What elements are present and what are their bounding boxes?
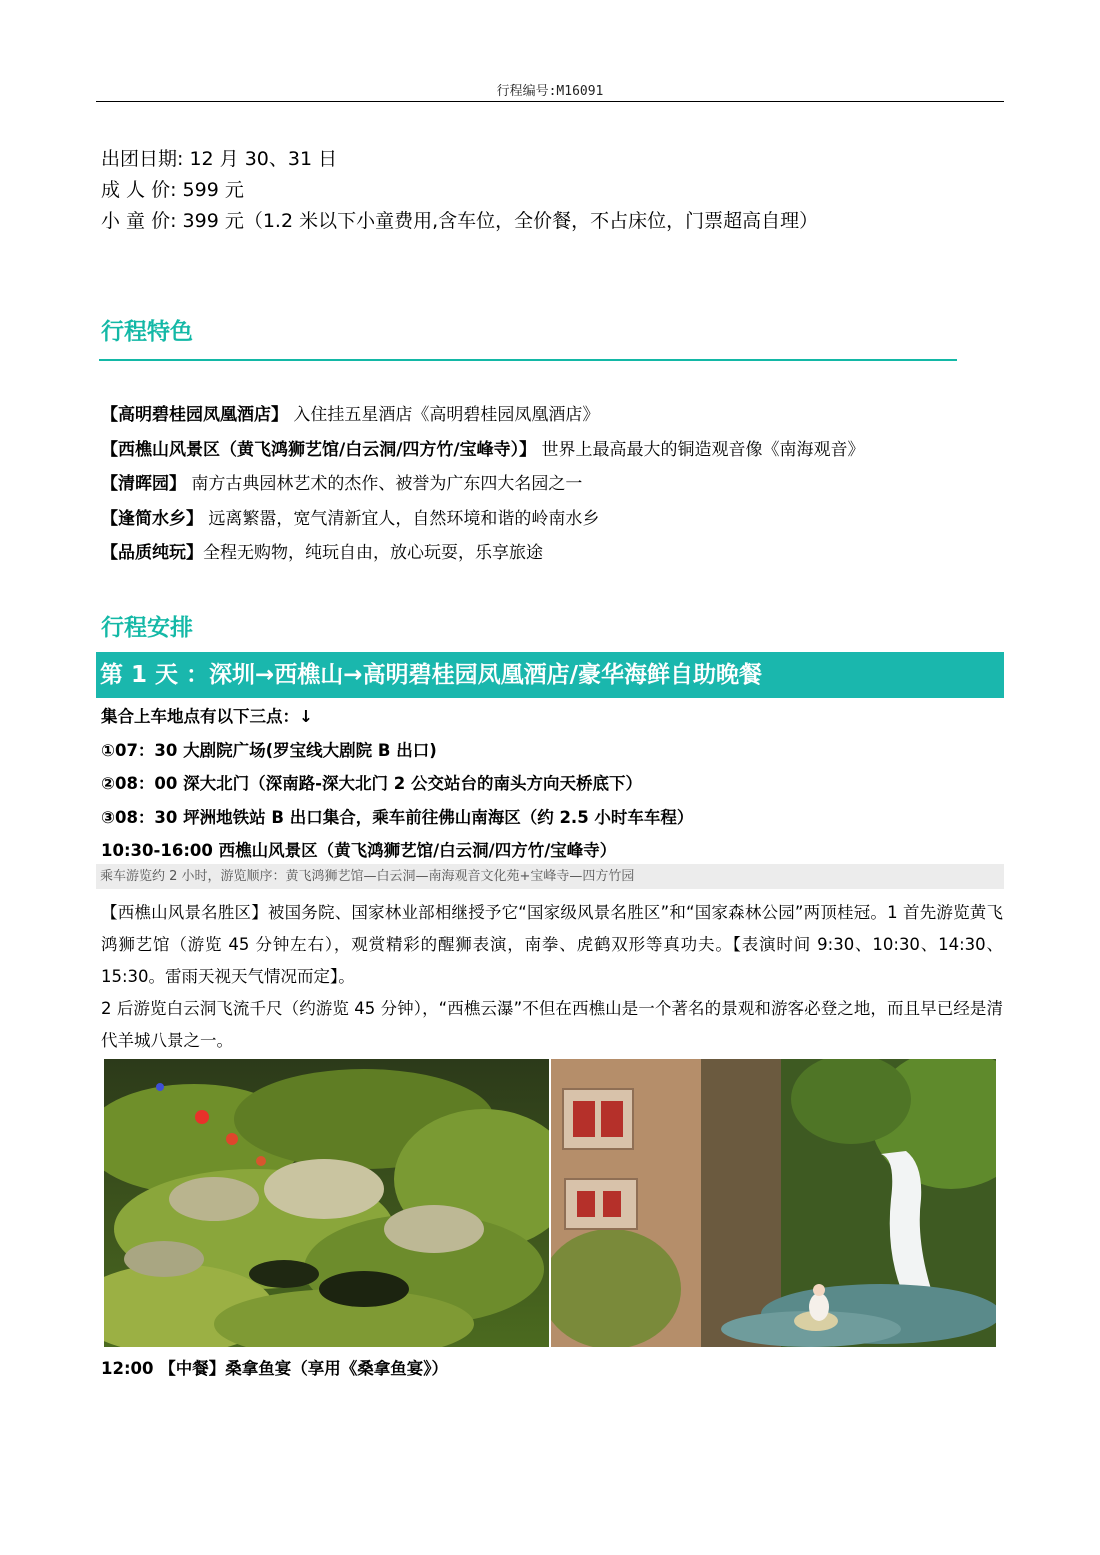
feature-item [101, 398, 865, 433]
features-heading: 行程特色 [101, 319, 193, 345]
day1-title-bar: 第 1 天 ：深圳→西樵山→高明碧桂园凤凰酒店/豪华海鲜自助晚餐 [96, 652, 1004, 698]
feature-name: 【逢简水乡】 [101, 508, 203, 529]
features-heading-rule [99, 359, 957, 361]
feature-name: 【高明碧桂园凤凰酒店】 [101, 405, 288, 425]
departure-date-row [101, 144, 818, 175]
child-price-row [101, 206, 818, 237]
feature-desc: 南方古典园林艺术的杰作、被誉为广东四大名园之一 [186, 474, 583, 494]
feature-name: 【品质纯玩】 [101, 543, 203, 563]
feature-desc: 世界上最高最大的铜造观音像《南海观音》 [536, 439, 865, 460]
child-price-label: 小 童 价: [101, 210, 177, 232]
pickup-point: ①07：30 大剧院广场(罗宝线大剧院 B 出口) [101, 740, 437, 760]
adult-price-value: 599 元 [182, 179, 244, 201]
desc-paragraph: 2 后游览白云洞飞流千尺（约游览 45 分钟），“西樵云瀑”不但在西樵山是一个著名的景观和游客必登之地，而且早已经是清代羊城八景之一。 [101, 999, 1003, 1050]
child-price-value: 399 元（1.2 米以下小童费用,含车位，全价餐，不占床位，门票超高自理） [182, 210, 819, 232]
feature-item [101, 502, 865, 537]
waterfall-photo [551, 1059, 996, 1347]
scenic-time: 10:30-16:00 西樵山风景区（黄飞鸿狮艺馆/白云洞/四方竹/宝峰寺） [101, 841, 617, 860]
itinerary-code: 行程编号:M16091 [496, 84, 604, 99]
scenic-description [101, 897, 1003, 1057]
departure-date-value: 12 月 30、31 日 [189, 148, 338, 170]
adult-price-label: 成 人 价: [101, 179, 177, 201]
price-info [101, 144, 818, 237]
header-divider [96, 101, 1004, 102]
features-list [101, 398, 865, 571]
tour-note: 乘车游览约 2 小时，游览顺序：黄飞鸿狮艺馆—白云洞—南海观音文化苑+宝峰寺—四方竹园 [96, 864, 1004, 889]
desc-paragraph: 【西樵山风景名胜区】被国务院、国家林业部相继授予它“国家级风景名胜区”和“国家森林公园”两顶桂冠。1 首先游览黄飞鸿狮艺馆（游览 45 分钟左右），观赏精彩的醒狮表演，南拳、虎鹤双形等真功夫。【表演时间 9:30、10:30、14:30、15:30。雷雨天视天气情况而定】。 [101, 903, 1003, 986]
mossy-rocks-photo [104, 1059, 549, 1347]
pickup-point: ②08：00 深大北门（深南路-深大北门 2 公交站台的南头方向天桥底下） [101, 774, 642, 793]
feature-item [101, 536, 865, 571]
feature-item [101, 467, 865, 502]
pickup-point: ③08：30 坪洲地铁站 B 出口集合，乘车前往佛山南海区（约 2.5 小时车车程） [101, 807, 694, 827]
feature-desc: 入住挂五星酒店《高明碧桂园凤凰酒店》 [288, 405, 600, 425]
departure-date-label: 出团日期: [101, 148, 184, 170]
feature-desc: 全程无购物，纯玩自由，放心玩耍，乐享旅途 [203, 543, 543, 563]
adult-price-row [101, 175, 818, 206]
lunch-schedule: 12:00 【中餐】桑拿鱼宴（享用《桑拿鱼宴》） [101, 1359, 449, 1378]
feature-name: 【清晖园】 [101, 474, 186, 494]
photo-strip [104, 1059, 996, 1347]
day1-schedule [101, 700, 693, 868]
feature-item [101, 433, 865, 468]
pickup-intro: 集合上车地点有以下三点：↓ [101, 707, 313, 726]
itinerary-heading: 行程安排 [101, 615, 193, 641]
feature-name: 【西樵山风景区（黄飞鸿狮艺馆/白云洞/四方竹/宝峰寺）】 [101, 439, 537, 460]
feature-desc: 远离繁嚣，宽气清新宜人，自然环境和谐的岭南水乡 [203, 508, 600, 529]
